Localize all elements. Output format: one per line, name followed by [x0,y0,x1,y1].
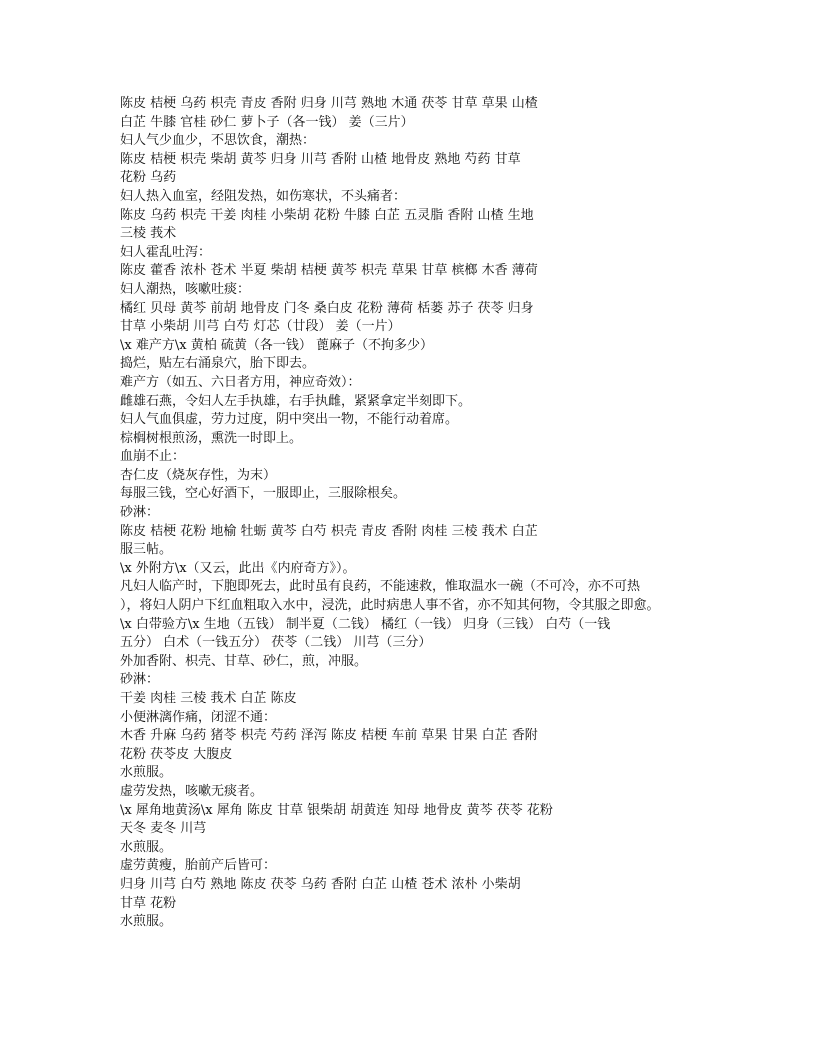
document-body [120,95,730,932]
text-line: 棕榈树根煎汤，熏洗一时即上。 [120,430,303,446]
text-line: 妇人热入血室，经阻发热，如伤寒状，不头痛者： [120,188,407,204]
text-line: \x 犀角地黄汤\x 犀角 陈皮 甘草 银柴胡 胡黄连 知母 地骨皮 黄芩 茯苓 花粉 [120,802,553,818]
text-line: 雌雄石燕，令妇人左手执雄，右手执雌，紧紧拿定半刻即下。 [120,393,472,409]
text-line: 每服三钱，空心好酒下，一服即止，三服除根矣。 [120,486,407,502]
text-line: 虚劳黄瘦，胎前产后皆可： [120,858,277,874]
text-line: 白芷 牛膝 官桂 砂仁 萝卜子（各一钱） 姜（三片） [120,114,414,130]
text-line: 甘草 花粉 [120,895,177,911]
text-line: 砂淋： [120,505,160,521]
text-line: 妇人霍乱吐泻： [120,244,212,260]
text-line: 陈皮 桔梗 枳壳 柴胡 黄芩 归身 川芎 香附 山楂 地骨皮 熟地 芍药 甘草 [120,151,521,167]
text-line: 水煎服。 [120,839,173,855]
text-line: 妇人气少血少，不思饮食，潮热： [120,133,316,149]
text-line: 砂淋： [120,672,160,688]
text-line: 血崩不止： [120,449,186,465]
text-line: 捣烂，贴左右涌泉穴，胎下即去。 [120,356,316,372]
text-line: 木香 升麻 乌药 猪苓 枳壳 芍药 泽泻 陈皮 桔梗 车前 草果 甘果 白芷 香附 [120,728,538,744]
text-line: 水煎服。 [120,765,173,781]
text-line: 难产方（如五、六日者方用，神应奇效）： [120,374,361,390]
text-line: 陈皮 乌药 枳壳 干姜 肉桂 小柴胡 花粉 牛膝 白芷 五灵脂 香附 山楂 生地 [120,207,534,223]
text-line: 外加香附、枳壳、甘草、砂仁，煎，冲服。 [120,653,368,669]
text-line: 三棱 莪术 [120,226,177,242]
text-line: 水煎服。 [120,914,173,930]
text-line: 陈皮 藿香 浓朴 苍术 半夏 柴胡 桔梗 黄芩 枳壳 草果 甘草 槟榔 木香 薄荷 [120,263,538,279]
text-line: 服三帖。 [120,542,173,558]
text-line: \x 白带验方\x 生地（五钱） 制半夏（二钱） 橘红（一钱） 归身（三钱） 白芍（一钱 [120,616,611,632]
text-line: 花粉 乌药 [120,170,177,186]
text-line: 陈皮 桔梗 花粉 地榆 牡蛎 黄芩 白芍 枳壳 青皮 香附 肉桂 三棱 莪术 白芷 [120,523,538,539]
text-line: 陈皮 桔梗 乌药 枳壳 青皮 香附 归身 川芎 熟地 木通 茯苓 甘草 草果 山楂 [120,96,538,111]
text-line: 花粉 茯苓皮 大腹皮 [120,746,233,762]
text-line: 归身 川芎 白芍 熟地 陈皮 茯苓 乌药 香附 白芷 山楂 苍术 浓朴 小柴胡 [120,876,521,892]
text-line: ），将妇人阴户下红血粗取入水中，浸洗，此时病患人事不省，亦不知其何物，令其服之即愈。 [120,598,660,614]
text-line: 凡妇人临产时，下胞即死去，此时虽有良药，不能速救，惟取温水一碗（不可冷，亦不可热 [120,579,641,595]
text-line: 干姜 肉桂 三棱 莪术 白芷 陈皮 [120,691,297,706]
text-line: 妇人潮热，咳嗽吐痰： [120,281,251,297]
text-line: \x 外附方\x（又云，此出《内府奇方》）。 [120,560,356,576]
text-line: \x 难产方\x 黄柏 硫黄（各一钱） 蓖麻子（不拘多少） [120,337,433,353]
text-line: 甘草 小柴胡 川芎 白芍 灯芯（廿段） 姜（一片） [120,319,401,335]
text-line: 天冬 麦冬 川芎 [120,821,207,837]
text-line: 虚劳发热，咳嗽无痰者。 [120,783,264,799]
text-line: 小便淋漓作痛，闭涩不通： [120,709,277,725]
text-line: 妇人气血俱虚，劳力过度，阴中突出一物，不能行动着席。 [120,412,459,428]
text-line: 杏仁皮（烧灰存性，为末） [120,467,277,483]
text-line: 五分） 白术（一钱五分） 茯苓（二钱） 川芎（三分） [120,635,432,651]
text-line: 橘红 贝母 黄芩 前胡 地骨皮 门冬 桑白皮 花粉 薄荷 栝蒌 苏子 茯苓 归身 [120,300,534,316]
